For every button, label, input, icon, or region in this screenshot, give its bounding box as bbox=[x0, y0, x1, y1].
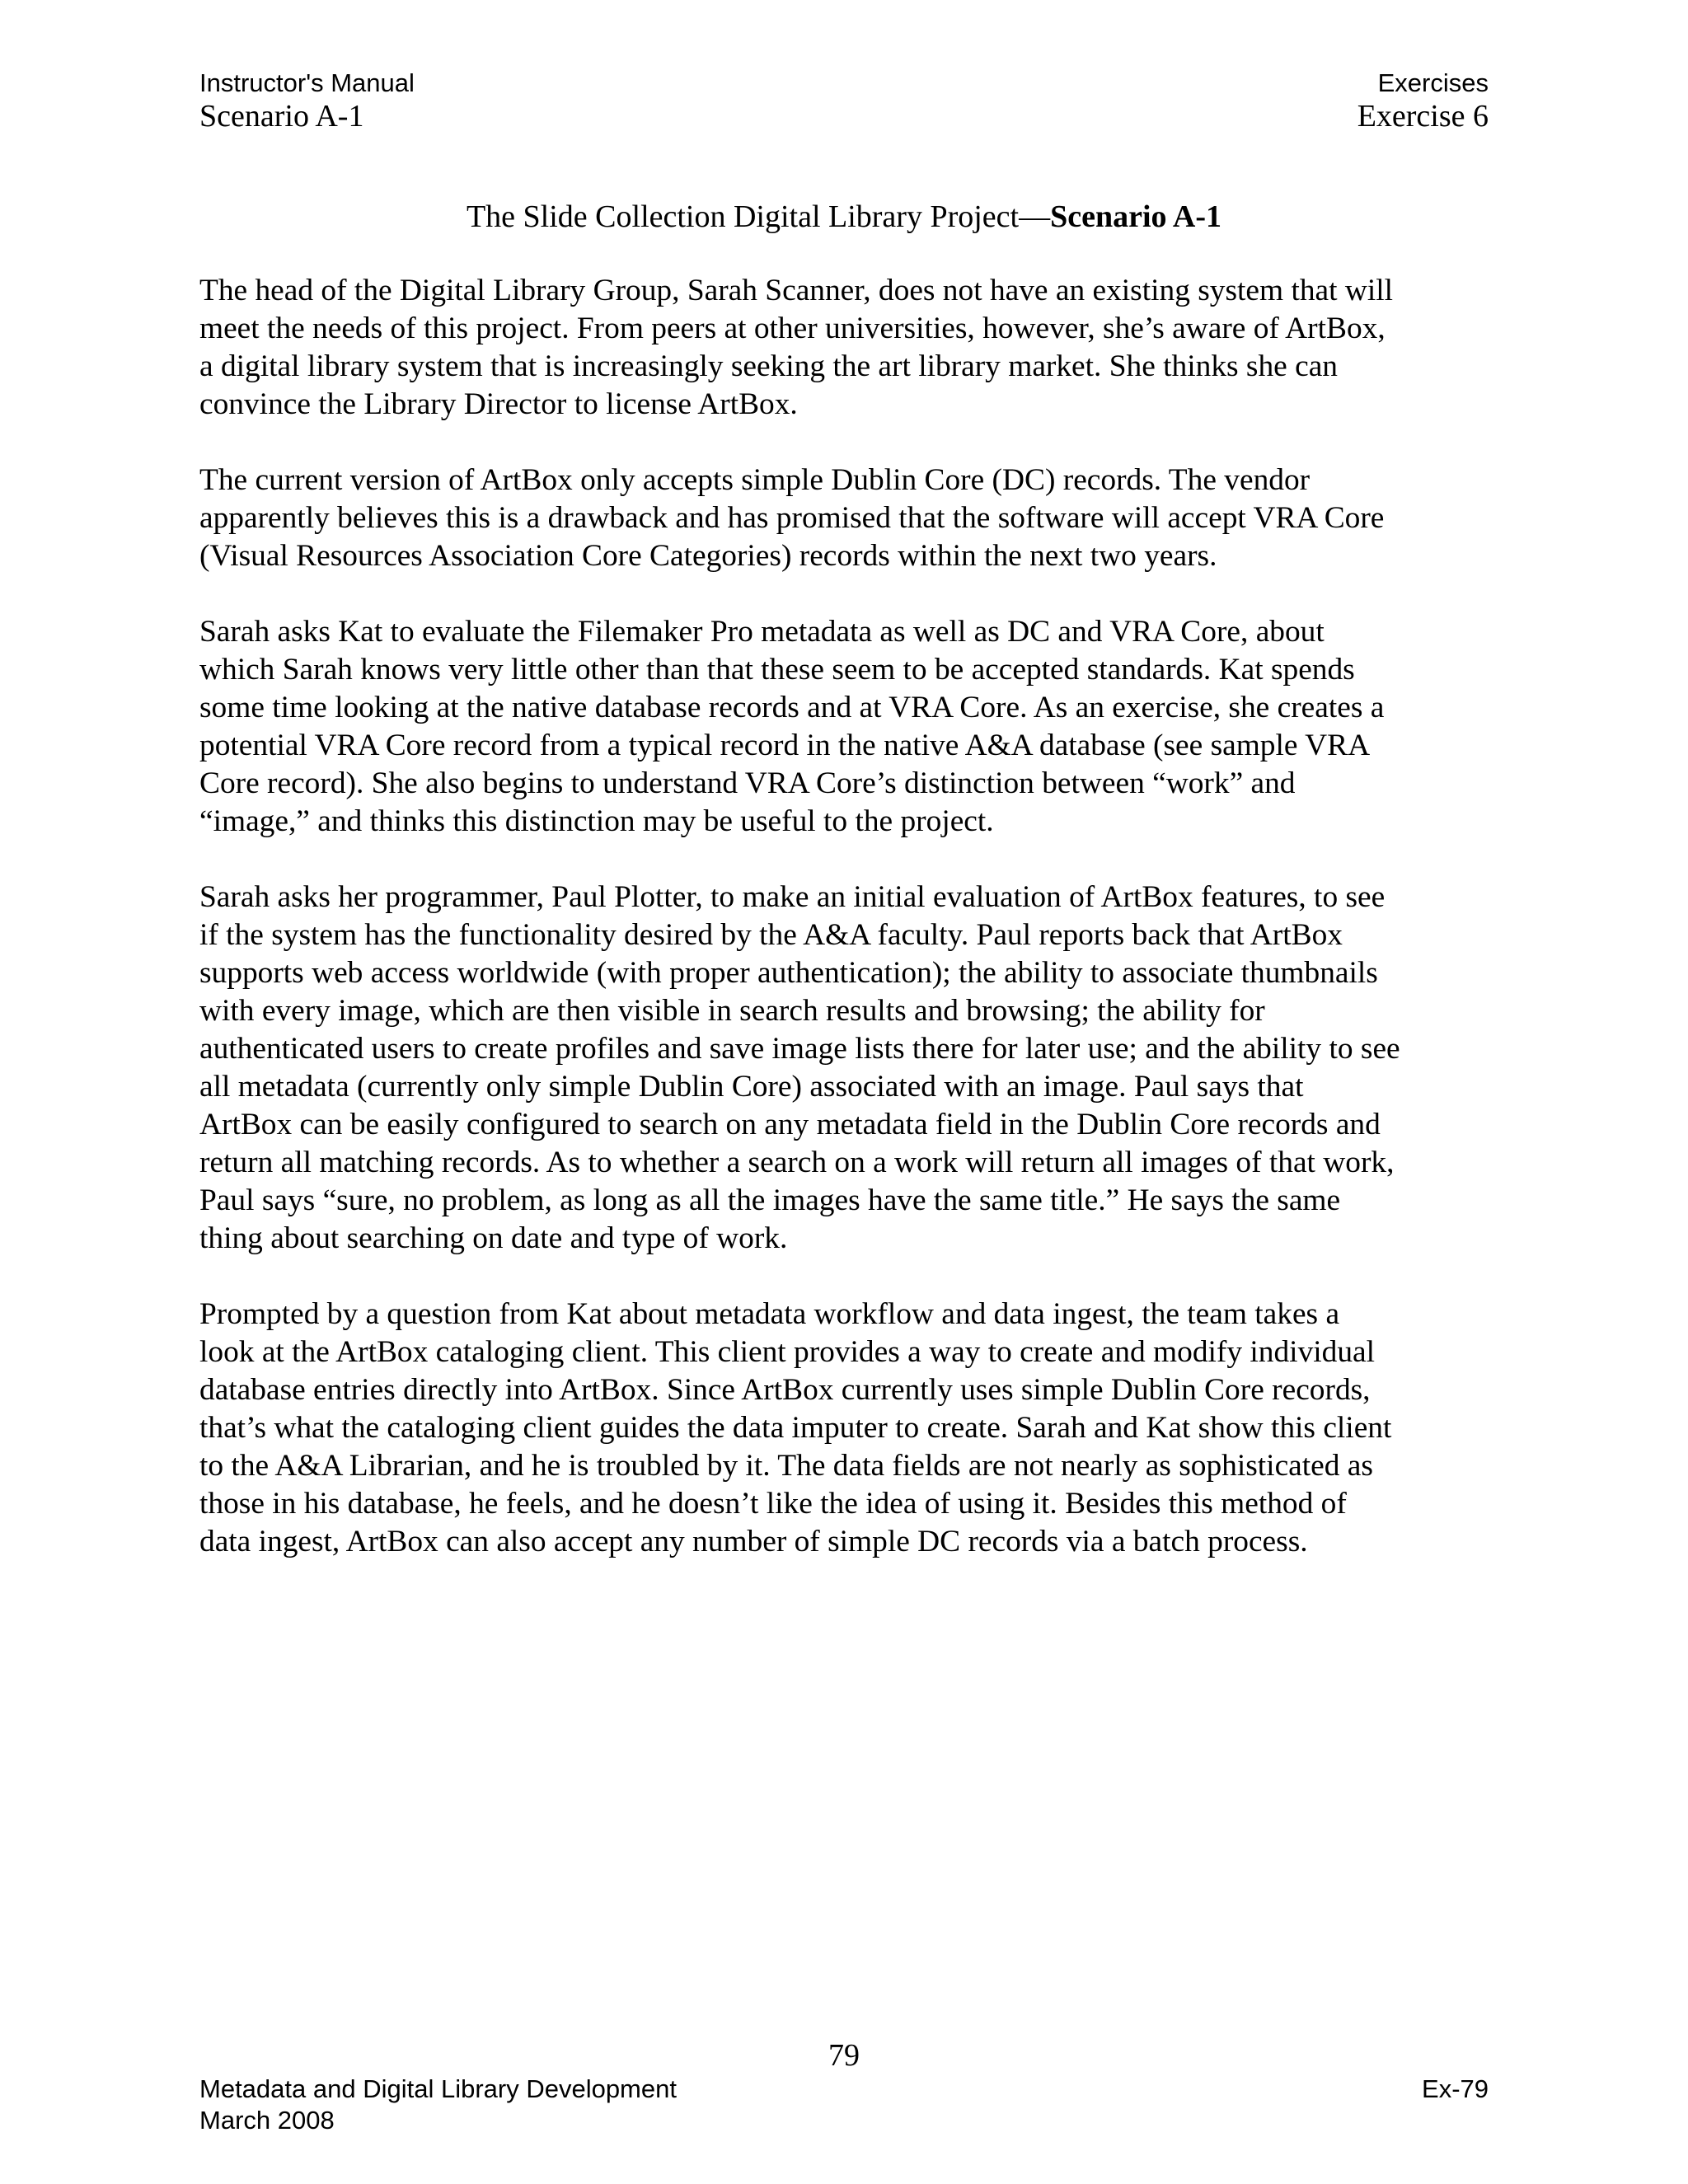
text-line: supports web access worldwide (with proper authentication); the ability to associate thumbnails bbox=[199, 956, 1378, 990]
text-line: a digital library system that is increasingly seeking the art library market. She thinks she can bbox=[199, 349, 1339, 383]
text-line: Core record). She also begins to understand VRA Core’s distinction between “work” and bbox=[199, 766, 1296, 800]
text-line: (Visual Resources Association Core Categories) records within the next two years. bbox=[199, 539, 1217, 573]
header-manual-label: Instructor's Manual bbox=[199, 68, 415, 97]
header-exercise-label: Exercise 6 bbox=[1357, 99, 1489, 134]
header-right bbox=[1357, 68, 1489, 134]
text-line: with every image, which are then visible in search results and browsing; the ability for bbox=[199, 994, 1265, 1028]
text-line: convince the Library Director to license ArtBox. bbox=[199, 387, 798, 421]
text-line: The current version of ArtBox only accepts simple Dublin Core (DC) records. The vendor bbox=[199, 463, 1311, 497]
footer-course-title: Metadata and Digital Library Development bbox=[199, 2074, 677, 2103]
footer-date: March 2008 bbox=[199, 2106, 335, 2135]
header-scenario-label: Scenario A-1 bbox=[199, 99, 364, 134]
page-number: 79 bbox=[828, 2038, 860, 2073]
text-line: return all matching records. As to whether a search on a work will return all images of that work, bbox=[199, 1146, 1395, 1179]
page-title-scenario: Scenario A-1 bbox=[1050, 199, 1222, 234]
text-line: meet the needs of this project. From peers at other universities, however, she’s aware of ArtBox, bbox=[199, 312, 1386, 345]
paragraph bbox=[199, 613, 1489, 841]
text-line: Sarah asks Kat to evaluate the Filemaker Pro metadata as well as DC and VRA Core, about bbox=[199, 615, 1325, 649]
text-line: thing about searching on date and type of work. bbox=[199, 1221, 788, 1255]
page-title-main: The Slide Collection Digital Library Project— bbox=[466, 199, 1051, 234]
paragraph bbox=[199, 462, 1489, 575]
footer-left bbox=[199, 2074, 677, 2136]
text-line: potential VRA Core record from a typical record in the native A&A database (see sample VRA bbox=[199, 729, 1371, 762]
text-line: The head of the Digital Library Group, Sarah Scanner, does not have an existing system that will bbox=[199, 274, 1394, 307]
header-left bbox=[199, 68, 415, 134]
text-line: data ingest, ArtBox can also accept any number of simple DC records via a batch process. bbox=[199, 1525, 1308, 1558]
paragraph bbox=[199, 879, 1489, 1258]
text-line: to the A&A Librarian, and he is troubled by it. The data fields are not nearly as sophisticated as bbox=[199, 1449, 1373, 1483]
text-line: that’s what the cataloging client guides the data imputer to create. Sarah and Kat show this client bbox=[199, 1411, 1392, 1445]
text-line: all metadata (currently only simple Dublin Core) associated with an image. Paul says that bbox=[199, 1070, 1304, 1104]
text-line: which Sarah knows very little other than that these seem to be accepted standards. Kat spends bbox=[199, 653, 1355, 687]
footer-page-code: Ex-79 bbox=[1422, 2074, 1489, 2103]
text-line: some time looking at the native database records and at VRA Core. As an exercise, she creates a bbox=[199, 691, 1385, 724]
paragraph bbox=[199, 1296, 1489, 1561]
paragraph bbox=[199, 272, 1489, 424]
text-line: Prompted by a question from Kat about metadata workflow and data ingest, the team takes a bbox=[199, 1297, 1340, 1331]
page-title bbox=[199, 198, 1489, 236]
text-line: Paul says “sure, no problem, as long as all the images have the same title.” He says the same bbox=[199, 1183, 1341, 1217]
text-line: Sarah asks her programmer, Paul Plotter, to make an initial evaluation of ArtBox features, to see bbox=[199, 880, 1386, 914]
text-line: ArtBox can be easily configured to search on any metadata field in the Dublin Core records and bbox=[199, 1108, 1381, 1141]
text-line: look at the ArtBox cataloging client. This client provides a way to create and modify individual bbox=[199, 1335, 1376, 1369]
text-line: “image,” and thinks this distinction may be useful to the project. bbox=[199, 804, 994, 838]
text-line: if the system has the functionality desired by the A&A faculty. Paul reports back that ArtBox bbox=[199, 918, 1343, 952]
body-text bbox=[199, 272, 1489, 1599]
header-section-label: Exercises bbox=[1377, 68, 1489, 97]
text-line: those in his database, he feels, and he doesn’t like the idea of using it. Besides this method of bbox=[199, 1487, 1347, 1521]
text-line: apparently believes this is a drawback and has promised that the software will accept VRA Core bbox=[199, 501, 1385, 535]
text-line: database entries directly into ArtBox. Since ArtBox currently uses simple Dublin Core records, bbox=[199, 1373, 1371, 1407]
text-line: authenticated users to create profiles and save image lists there for later use; and the ability to see bbox=[199, 1032, 1400, 1066]
